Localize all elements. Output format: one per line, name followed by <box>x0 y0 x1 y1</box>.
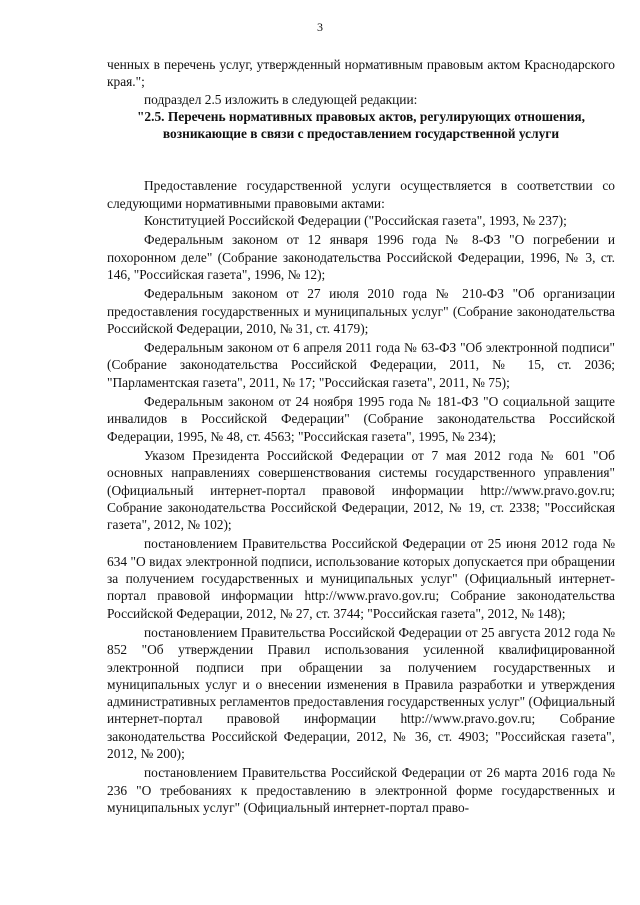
continuation-paragraph: ченных в перечень услуг, утвержденный нормативным правовым актом Краснодарского края."; <box>107 57 615 90</box>
act-item: постановлением Правительства Российской Федерации от 25 августа 2012 года № 852 "Об утверждении Правил использования усиленной квалифицированной электронной подписи при обращении за получением государственных и муниципальных услуг и о внесении изменения в Правила разработки и утверждения административных регламентов предоставления государственных услуг" (Официальный интернет-портал правовой информации http://www.pravo.gov.ru; Собрание законодательства Российской Федерации, 2012, № 36, ст. 4903; "Российская газета", 2012, № 200); <box>107 624 615 761</box>
section-heading: "2.5. Перечень нормативных правовых актов, регулирующих отношения, возникающие в связи с предоставлением государственной услуги <box>137 108 585 142</box>
amendment-instruction: подраздел 2.5 изложить в следующей редакции: <box>144 91 418 107</box>
page-number: 3 <box>317 20 323 34</box>
act-item: Федеральным законом от 24 ноября 1995 года № 181-ФЗ "О социальной защите инвалидов в Российской Федерации" (Собрание законодательства Российской Федерации, 1995, № 48, ст. 4563; "Российская газета", 1995, № 234); <box>107 394 615 444</box>
act-item: Конституцией Российской Федерации ("Российская газета", 1993, № 237); <box>144 213 567 229</box>
act-item: Федеральным законом от 6 апреля 2011 года № 63-ФЗ "Об электронной подписи" (Собрание законодательства Российской Федерации, 2011, № 15, ст. 2036; "Парламентская газета", 2011, № 17; "Российская газета", 2011, № 75); <box>107 340 615 390</box>
act-item: Указом Президента Российской Федерации от 7 мая 2012 года № 601 "Об основных направлениях совершенствования системы государственного управления" (Официальный интернет-портал правовой информации http://www.pravo.gov.ru; Собрание законодательства Российской Федерации, 2012, № 19, ст. 2338; "Российская газета", 2012, № 102); <box>107 447 615 533</box>
act-item: постановлением Правительства Российской Федерации от 25 июня 2012 года № 634 "О видах электронной подписи, использование которых допускается при обращении за получением государственных и муниципальных услуг" (Официальный интернет-портал правовой информации http://www.pravo.gov.ru; Собрание законодательства Российской Федерации, 2012, № 27, ст. 3744; "Российская газета", 2012, № 148); <box>107 536 615 621</box>
document-body <box>107 56 615 816</box>
act-item: постановлением Правительства Российской Федерации от 26 марта 2016 года № 236 "О требованиях к предоставлению в электронной форме государственных и муниципальных услуг" (Официальный интернет-портал право- <box>107 765 615 815</box>
act-item: Федеральным законом от 27 июля 2010 года № 210-ФЗ "Об организации предоставления государственных и муниципальных услуг" (Собрание законодательства Российской Федерации, 2010, № 31, ст. 4179); <box>107 286 615 336</box>
acts-intro: Предоставление государственной услуги осуществляется в соответствии со следующими нормативными правовыми актами: <box>107 178 615 211</box>
act-item: Федеральным законом от 12 января 1996 года № 8-ФЗ "О погребении и похоронном деле" (Собрание законодательства Российской Федерации, 1996, № 3, ст. 146, "Российская газета", 1996, № 12); <box>107 232 615 282</box>
